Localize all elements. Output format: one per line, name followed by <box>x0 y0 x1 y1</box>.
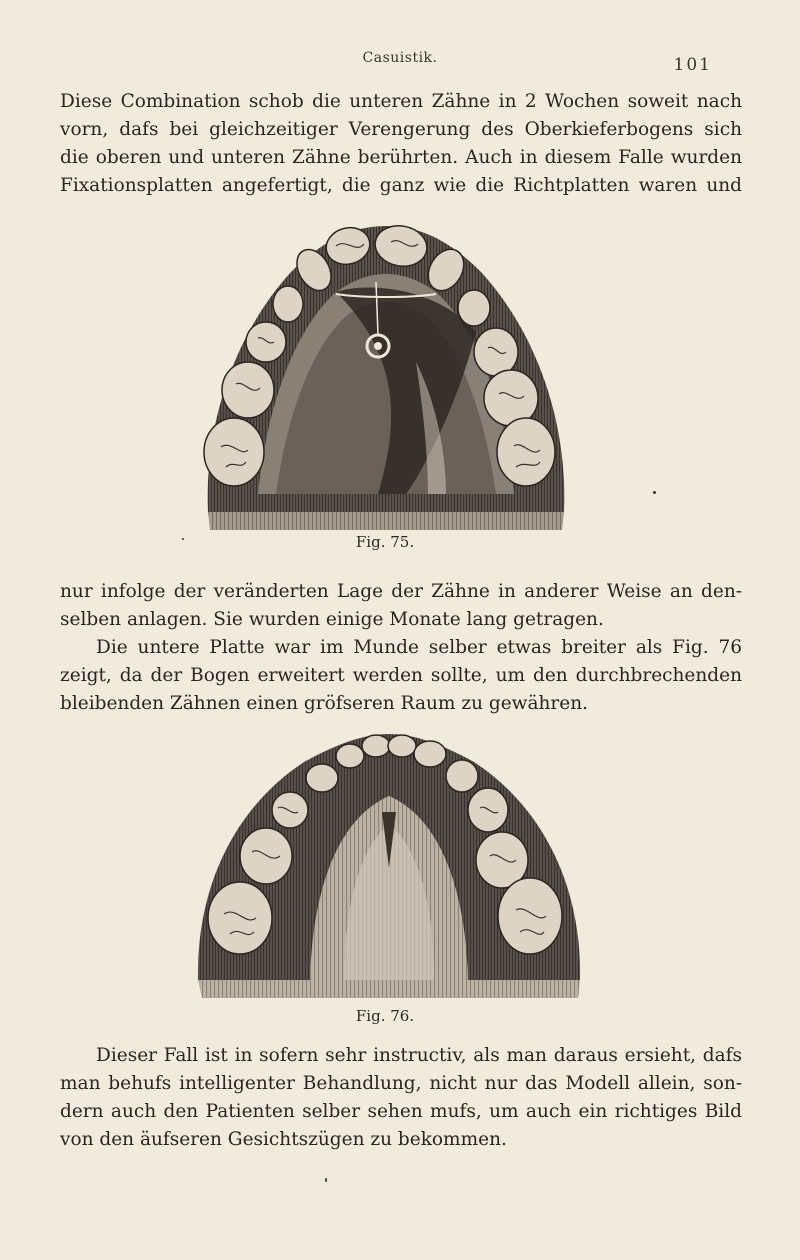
text-line: Dieser Fall ist in sofern sehr instructiv, als man daraus ersieht, dafs <box>96 1045 742 1066</box>
figure-76-caption: Fig. 76. <box>355 1007 415 1025</box>
paragraph-2 <box>60 578 742 634</box>
figure-76-lower-jaw-illustration <box>194 728 584 1003</box>
paragraph-1 <box>60 88 742 200</box>
text-line: man behufs intelligenter Behandlung, nicht nur das Modell allein, son- <box>60 1073 742 1094</box>
running-head: Casuistik. <box>362 50 438 66</box>
text-line: zeigt, da der Bogen erweitert werden sollte, um den durchbrechenden <box>60 665 742 686</box>
paragraph-4 <box>60 1042 742 1154</box>
page-number: 101 <box>673 55 712 75</box>
text-line: die oberen und unteren Zähne berührten. Auch in diesem Falle wurden <box>60 147 742 168</box>
text-line: vorn, dafs bei gleichzeitiger Verengerung des Oberkieferbogens sich <box>60 119 742 140</box>
figure-75-caption: Fig. 75. <box>355 533 415 551</box>
text-line: Diese Combination schob die unteren Zähne in 2 Wochen soweit nach <box>60 91 742 112</box>
text-line: Die untere Platte war im Munde selber etwas breiter als Fig. 76 <box>96 637 742 658</box>
text-line: bleibenden Zähnen einen gröfseren Raum zu gewähren. <box>60 693 589 714</box>
text-line: Fixationsplatten angefertigt, die ganz wie die Richtplatten waren und <box>60 175 742 196</box>
text-line: dern auch den Patienten selber sehen mufs, um auch ein richtiges Bild <box>60 1101 742 1122</box>
text-line: selben anlagen. Sie wurden einige Monate lang getragen. <box>60 609 604 630</box>
text-line: nur infolge der veränderten Lage der Zähne in anderer Weise an den- <box>60 581 742 602</box>
paragraph-3 <box>60 634 742 718</box>
figure-75-upper-jaw-illustration <box>196 212 576 532</box>
text-line: von den äufseren Gesichtszügen zu bekommen. <box>60 1129 507 1150</box>
